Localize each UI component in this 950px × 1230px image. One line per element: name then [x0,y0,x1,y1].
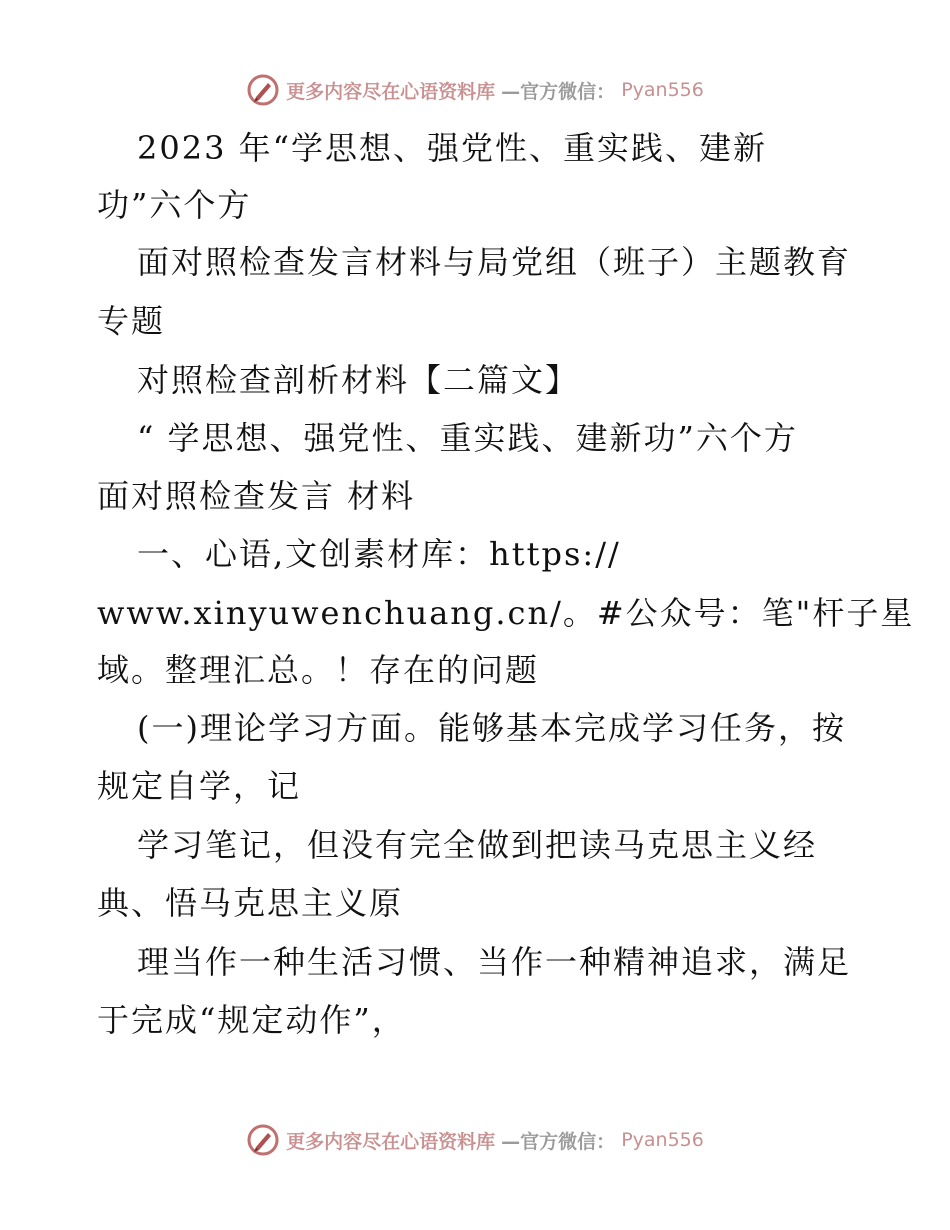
pen-logo-icon [246,1123,280,1157]
text-line: 域。整理汇总。！存在的问题 [97,651,540,689]
text-line: 对照检查剖析材料【二篇文】 [137,361,580,399]
text-line: 面对照检查发言材料与局党组（班子）主题教育 [137,243,852,281]
text-line: 功”六个方 [97,186,252,224]
banner-wechat-id: Pyan556 [621,1129,704,1151]
text-line: 面对照检查发言 材料 [97,477,416,515]
text-line: “ 学思想、强党性、重实践、建新功”六个方 [137,419,798,457]
banner-site-name: 更多内容尽在心语资料库 [286,80,496,103]
text-line: 2023 年“学思想、强党性、重实践、建新 [137,129,767,167]
text-line: 专题 [97,302,166,340]
text-line: 学习笔记，但没有完全做到把读马克思主义经 [137,826,818,864]
text-line: 规定自学，记 [97,767,302,805]
text-line: 典、悟马克思主义原 [97,884,404,922]
footer-watermark-banner [0,1120,950,1160]
banner-wechat-id: Pyan556 [621,79,704,101]
text-line: 于完成“规定动作”， [97,1001,406,1039]
text-line: 理当作一种生活习惯、当作一种精神追求，满足 [137,943,852,981]
banner-wechat-label: —官方微信： [501,80,616,103]
text-line: (一)理论学习方面。能够基本完成学习任务，按 [137,709,846,747]
banner-site-name: 更多内容尽在心语资料库 [286,1130,496,1153]
banner-wechat-label: —官方微信： [501,1130,616,1153]
pen-logo-icon [246,73,280,107]
text-line: www.xinyuwenchuang.cn/。#公众号：笔"杆子星 [97,594,915,632]
header-watermark-banner [0,70,950,110]
text-line: 一、心语,文创素材库：https:// [137,535,621,573]
